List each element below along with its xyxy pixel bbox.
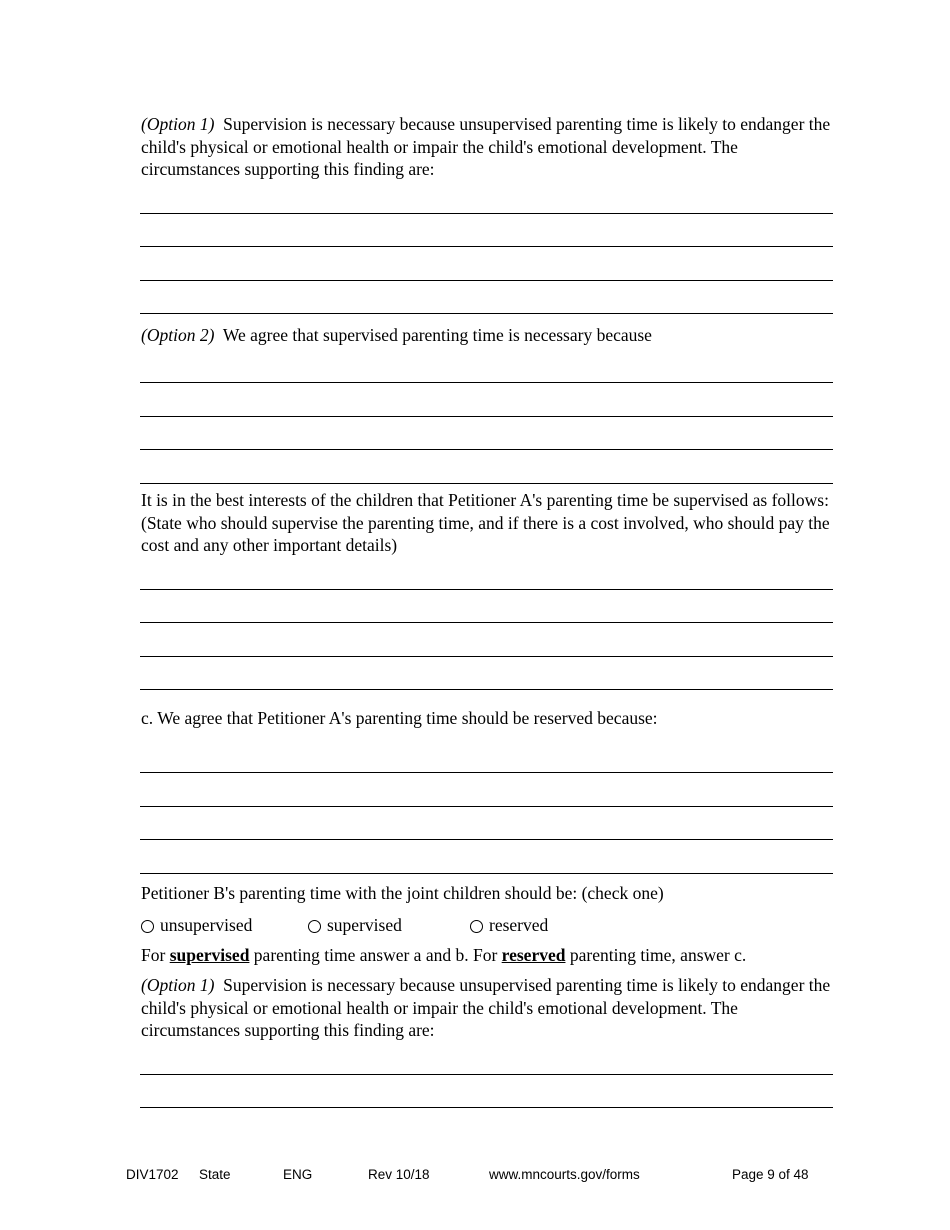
best-interests-answer-line-2[interactable] — [140, 622, 833, 623]
option-reserved-label: reserved — [489, 915, 549, 935]
option2-answer-line-3[interactable] — [140, 449, 833, 450]
best-interests-answer-line-3[interactable] — [140, 656, 833, 657]
b-option1-paragraph — [141, 974, 841, 1042]
option-unsupervised-label: unsupervised — [160, 915, 253, 935]
option1-answer-line-4[interactable] — [140, 313, 833, 314]
footer-revision: Rev 10/18 — [368, 1167, 430, 1182]
reserved-paragraph: c. We agree that Petitioner A's parenting time should be reserved because: — [141, 708, 658, 728]
option2-answer-line-2[interactable] — [140, 416, 833, 417]
b-option1-answer-line-2[interactable] — [140, 1107, 833, 1108]
option2-answer-line-4[interactable] — [140, 483, 833, 484]
footer-form-id: DIV1702 — [126, 1167, 179, 1182]
reserved-answer-line-2[interactable] — [140, 806, 833, 807]
option-unsupervised[interactable] — [141, 914, 252, 936]
instruction-supervised-emphasis: supervised — [169, 945, 250, 965]
option1-paragraph — [141, 113, 841, 181]
best-interests-answer-line-1[interactable] — [140, 589, 833, 590]
option2-text: We agree that supervised parenting time is necessary because — [222, 325, 652, 345]
option1-answer-line-1[interactable] — [140, 213, 833, 214]
option-reserved[interactable] — [470, 914, 548, 936]
reserved-answer-line-3[interactable] — [140, 839, 833, 840]
footer-jurisdiction: State — [199, 1167, 231, 1182]
footer-website: www.mncourts.gov/forms — [489, 1167, 640, 1182]
radio-unchecked-icon[interactable] — [308, 920, 321, 933]
instruction-reserved-emphasis: reserved — [501, 945, 566, 965]
option1-answer-line-2[interactable] — [140, 246, 833, 247]
radio-unchecked-icon[interactable] — [141, 920, 154, 933]
instruction-text: parenting time answer a and b. For — [249, 945, 502, 965]
option1-text: Supervision is necessary because unsupervised parenting time is likely to endanger the child's physical or emotional health or impair the child's emotional development. The circumstances supporting this finding are: — [141, 114, 831, 179]
option-supervised-label: supervised — [327, 915, 402, 935]
footer-language: ENG — [283, 1167, 313, 1182]
petitioner-b-question: Petitioner B's parenting time with the joint children should be: (check one) — [141, 883, 664, 903]
best-interests-answer-line-4[interactable] — [140, 689, 833, 690]
option2-paragraph — [141, 324, 841, 347]
best-interests-paragraph: It is in the best interests of the children that Petitioner A's parenting time be supervised as follows: (State who should supervise the parenting time, and if there is a cost involved, who should pay the cost and any other important details) — [141, 490, 830, 555]
reserved-answer-line-4[interactable] — [140, 873, 833, 874]
reserved-answer-line-1[interactable] — [140, 772, 833, 773]
footer-page-number: Page 9 of 48 — [732, 1167, 809, 1182]
option-supervised[interactable] — [308, 914, 402, 936]
option1-answer-line-3[interactable] — [140, 280, 833, 281]
b-option1-text: Supervision is necessary because unsupervised parenting time is likely to endanger the child's physical or emotional health or impair the child's emotional development. The circumstances supporting this finding are: — [141, 975, 831, 1040]
option2-answer-line-1[interactable] — [140, 382, 833, 383]
b-option1-answer-line-1[interactable] — [140, 1074, 833, 1075]
option2-label: (Option 2) — [141, 325, 215, 345]
instruction-text: parenting time, answer c. — [565, 945, 747, 965]
option1-label: (Option 1) — [141, 114, 215, 134]
instruction-line — [141, 944, 841, 967]
b-option1-label: (Option 1) — [141, 975, 215, 995]
instruction-text: For — [141, 945, 170, 965]
radio-unchecked-icon[interactable] — [470, 920, 483, 933]
